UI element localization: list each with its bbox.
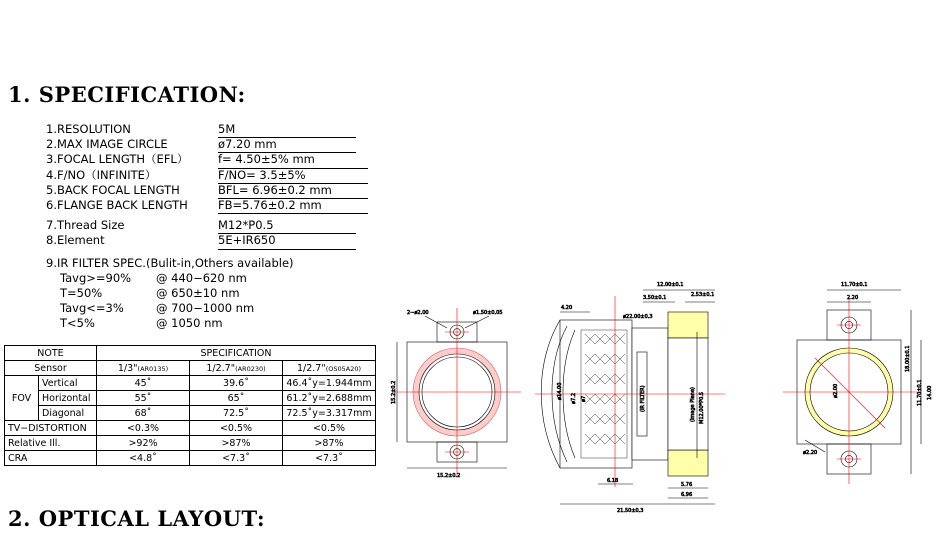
sensor-part: (AR0135) xyxy=(137,364,169,373)
spec-row xyxy=(46,168,386,183)
spec-label: 2.MAX IMAGE CIRCLE xyxy=(46,137,168,152)
table-cell: <7.3˚ xyxy=(190,451,283,466)
table-label-fov: FOV xyxy=(5,376,39,421)
ir-filter-param: T=50% xyxy=(60,285,103,300)
table-cell: <0.5% xyxy=(283,421,376,436)
table-row-name: Diagonal xyxy=(39,406,97,421)
table-header-sensor: Sensor xyxy=(5,361,97,376)
dim-section-420: 4.20 xyxy=(561,305,573,311)
ir-filter-line xyxy=(46,301,386,316)
spec-value: FB=5.76±0.2 mm xyxy=(218,198,368,214)
sensor-size: 1/2.7" xyxy=(206,362,236,374)
spec-row xyxy=(46,233,386,248)
page-title-optical-layout: 2. OPTICAL LAYOUT: xyxy=(8,506,266,531)
spec-label: 7.Thread Size xyxy=(46,218,125,233)
table-row xyxy=(5,391,376,406)
table-cell: 72.5˚y=3.317mm xyxy=(283,406,376,421)
table-cell: 46.4˚y=1.944mm xyxy=(283,376,376,391)
ir-filter-param: Tavg<=3% xyxy=(60,301,124,316)
dim-rear-220: 2.20 xyxy=(847,295,859,301)
dim-section-d72: ø7.2 xyxy=(571,392,577,404)
spec-label: 3.FOCAL LENGTH（EFL） xyxy=(46,152,189,167)
dim-rear-1400: 14.00 xyxy=(927,385,933,400)
table-row-name: CRA xyxy=(5,451,97,466)
table-cell: <4.8˚ xyxy=(97,451,190,466)
spec-row xyxy=(46,183,386,198)
table-header-sensor-3 xyxy=(283,361,376,376)
ir-filter-condition: @ 650±10 nm xyxy=(156,285,240,300)
page-title-specification: 1. SPECIFICATION: xyxy=(8,82,246,107)
table-cell: 45˚ xyxy=(97,376,190,391)
table-cell: 72.5˚ xyxy=(190,406,283,421)
spec-row xyxy=(46,137,386,152)
table-row xyxy=(5,436,376,451)
ir-filter-line xyxy=(46,316,386,331)
table-row xyxy=(5,406,376,421)
dim-section-12: 12.00±0.1 xyxy=(657,282,684,288)
table-cell: 39.6˚ xyxy=(190,376,283,391)
table-row-name: Relative Ill. xyxy=(5,436,97,451)
table-row-name: TV−DISTORTION xyxy=(5,421,97,436)
dim-section-576: 5.76 xyxy=(681,482,693,488)
dim-section-d7: ø7 xyxy=(581,395,587,402)
dim-rear-1170b: 11.70±0.1 xyxy=(917,379,923,406)
dim-section-d22: ø22.00±0.3 xyxy=(623,314,653,320)
dim-section-253: 2.53±0.1 xyxy=(691,292,715,298)
table-row xyxy=(5,421,376,436)
spec-value: 5E+IR650 xyxy=(218,233,356,249)
spec-label: 4.F/NO（INFINITE） xyxy=(46,167,157,182)
front-view xyxy=(393,308,521,476)
spec-value: F/NO= 3.5±5% xyxy=(218,168,368,184)
dim-front-width: 15.2±0.2 xyxy=(437,473,461,479)
spec-row xyxy=(46,218,386,233)
dim-front-height: 15.2±0.2 xyxy=(391,380,397,404)
spec-value: M12*P0.5 xyxy=(218,218,356,234)
drawing-svg xyxy=(385,272,946,548)
table-row xyxy=(5,361,376,376)
ir-filter-line xyxy=(46,271,386,286)
technical-drawing xyxy=(385,272,946,548)
ir-filter-param: T<5% xyxy=(60,316,95,331)
ir-filter-condition: @ 1050 nm xyxy=(156,316,223,331)
label-ir-filter: (IR FILTER) xyxy=(640,385,646,412)
ir-filter-param: Tavg>=90% xyxy=(60,270,132,285)
dim-section-350: 3.50±0.1 xyxy=(643,295,667,301)
table-row-name: Horizontal xyxy=(39,391,97,406)
table-cell: 61.2˚y=2.688mm xyxy=(283,391,376,406)
spec-value: f= 4.50±5% mm xyxy=(218,152,368,168)
table-cell: 65˚ xyxy=(190,391,283,406)
spec-value: 5M xyxy=(218,122,356,138)
label-image-plane: (Image Plane) xyxy=(690,387,696,422)
dim-rear-1170: 11.70±0.1 xyxy=(841,282,868,288)
sensor-part: (AR0230) xyxy=(235,364,266,373)
spec-value: ø7.20 mm xyxy=(218,137,356,153)
dim-rear-d220: ø2.20 xyxy=(803,450,818,456)
table-header-specification: SPECIFICATION xyxy=(97,346,376,361)
table-cell: <0.3% xyxy=(97,421,190,436)
table-cell: 68˚ xyxy=(97,406,190,421)
spec-value: BFL= 6.96±0.2 mm xyxy=(218,183,368,199)
dim-section-2150: 21.50±0.3 xyxy=(617,508,644,514)
dim-rear-d200: ø2.00 xyxy=(833,383,839,398)
dim-hole: ø1.50±0.05 xyxy=(473,310,503,316)
dim-section-696: 6.96 xyxy=(681,492,693,498)
table-row xyxy=(5,376,376,391)
dim-section-d14: ø14.00 xyxy=(557,382,563,400)
dim-section-618: 6.18 xyxy=(607,478,619,484)
table-header-sensor-2 xyxy=(190,361,283,376)
specification-table xyxy=(4,345,376,466)
spec-row xyxy=(46,122,386,137)
sensor-size: 1/2.7" xyxy=(296,362,326,374)
ir-filter-heading: 9.IR FILTER SPEC.(Bulit-in,Others available) xyxy=(46,255,294,270)
ir-filter-condition: @ 700−1000 nm xyxy=(156,301,255,316)
table-row xyxy=(5,451,376,466)
table-cell: 55˚ xyxy=(97,391,190,406)
section-view xyxy=(535,290,725,504)
table-cell: >87% xyxy=(283,436,376,451)
dim-rear-1800: 18.00±0.1 xyxy=(905,345,911,372)
table-header-note: NOTE xyxy=(5,346,97,361)
ir-filter-condition: @ 440−620 nm xyxy=(156,270,247,285)
specification-list xyxy=(46,122,386,331)
dim-thread-m12: M12.00*P0.5 xyxy=(699,391,705,424)
table-row xyxy=(5,346,376,361)
ir-filter-line xyxy=(46,286,386,301)
spec-row xyxy=(46,152,386,167)
spec-label: 1.RESOLUTION xyxy=(46,122,131,136)
table-cell: >92% xyxy=(97,436,190,451)
spec-label: 8.Element xyxy=(46,233,105,248)
dim-thread: 2−ø2.00 xyxy=(407,310,429,316)
spec-label: 6.FLANGE BACK LENGTH xyxy=(46,197,188,212)
spec-label: 5.BACK FOCAL LENGTH xyxy=(46,182,180,197)
table-header-sensor-1 xyxy=(97,361,190,376)
sensor-part: (OS05A20) xyxy=(325,364,362,373)
table-cell: <0.5% xyxy=(190,421,283,436)
table-row-name: Vertical xyxy=(39,376,97,391)
table-cell: >87% xyxy=(190,436,283,451)
spec-row xyxy=(46,198,386,213)
table-cell: <7.3˚ xyxy=(283,451,376,466)
sensor-size: 1/3" xyxy=(117,362,138,374)
